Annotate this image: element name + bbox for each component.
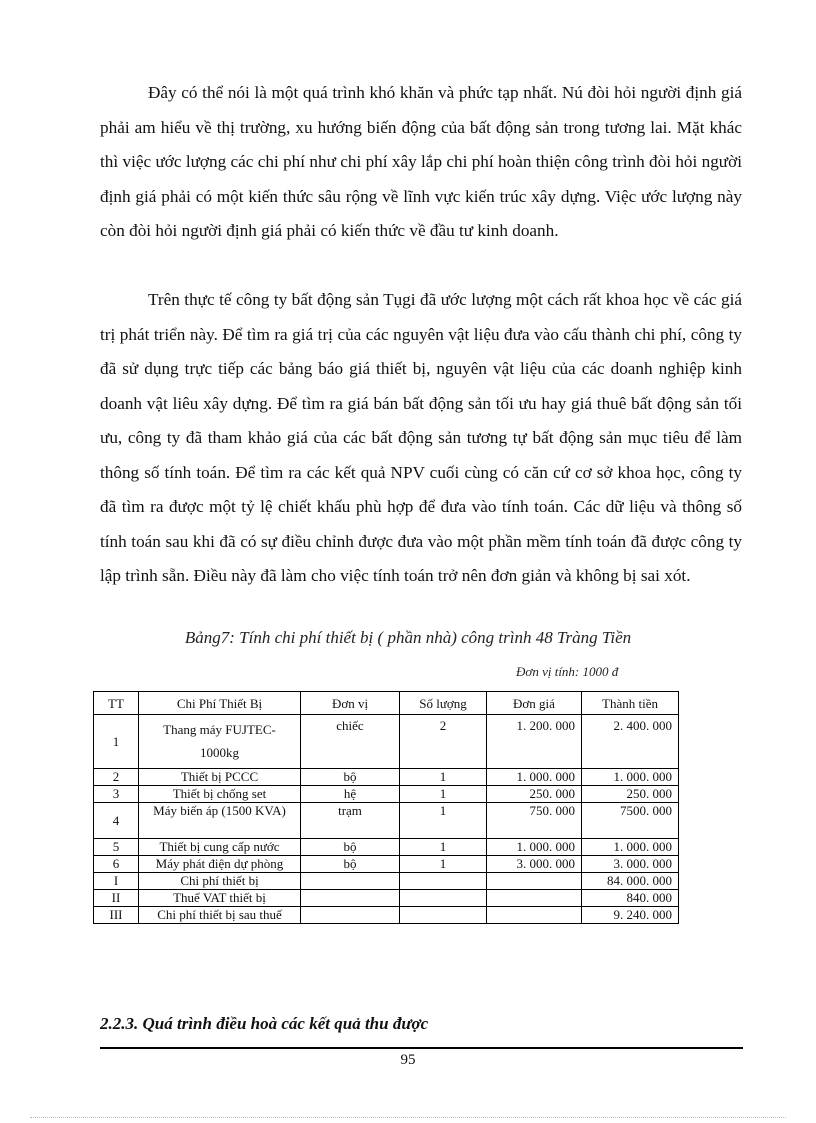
cell-unit-price [487,890,582,907]
footer-rule [100,1047,743,1049]
cell-unit-price [487,873,582,890]
table-row [94,907,679,924]
table-row [94,786,679,803]
header-total: Thành tiền [582,692,679,715]
cell-unit [301,890,400,907]
header-tt: TT [94,692,139,715]
cell-total: 840. 000 [582,890,679,907]
cell-item: Thiết bị PCCC [139,769,301,786]
page-number: 95 [400,1052,416,1068]
cell-unit [301,873,400,890]
cell-item: Máy biến áp (1500 KVA) [139,803,301,839]
equipment-cost-table [93,691,679,924]
table-row [94,769,679,786]
cell-item: Thiết bị chống set [139,786,301,803]
cell-total: 2. 400. 000 [582,715,679,769]
cell-unit-price: 250. 000 [487,786,582,803]
table-header-row [94,692,679,715]
paragraph-2-text: Trên thực tế công ty bất động sản Tụgi đã ước lượng một cách rất khoa học về các giá trị phát triển này. Để tìm ra giá trị của các nguyên vật liệu đưa vào cấu thành chi phí, công ty đã sử dụng trực tiếp các bảng báo giá thiết bị, nguyên vật liệu của các doanh nghiệp kinh doanh vật liêu xây dựng. Để tìm ra giá bán bất động sản tối ưu hay giá thuê bất động sản tối ưu, công ty đã tham khảo giá của các bất động sản tương tự bất động sản mục tiêu để làm thông số tính toán. Để tìm ra các kết quả NPV cuối cùng có căn cứ cơ sở khoa học, công ty đã tìm ra được một tỷ lệ chiết khấu phù hợp để đưa vào tính toán. Các dữ liệu và thông số tính toán sau khi đã có sự điều chỉnh được đưa vào một phần mềm tính toán đã được công ty lập trình sẵn. Điều này đã làm cho việc tính toán trở nên đơn giản và không bị sai xót. [100,290,742,585]
cell-quantity [400,890,487,907]
page-bottom-divider [30,1117,786,1118]
unit-note: Đơn vị tính: 1000 đ [516,664,619,679]
header-unit: Đơn vị [301,692,400,715]
cell-unit: chiếc [301,715,400,769]
cell-unit: bộ [301,839,400,856]
cell-item: Máy phát điện dự phòng [139,856,301,873]
cell-unit-price: 1. 200. 000 [487,715,582,769]
cell-unit-price: 750. 000 [487,803,582,839]
table-row [94,856,679,873]
table-row [94,839,679,856]
header-unit-price: Đơn giá [487,692,582,715]
cell-unit-price [487,907,582,924]
table-caption: Bảng7: Tính chi phí thiết bị ( phần nhà) công trình 48 Tràng Tiền [184,628,632,647]
cell-quantity: 1 [400,803,487,839]
cell-total: 3. 000. 000 [582,856,679,873]
header-quantity: Số lượng [400,692,487,715]
cell-quantity: 1 [400,856,487,873]
cell-item: Thang máy FUJTEC-1000kg [139,715,301,769]
paragraph-2 [100,283,742,594]
cell-quantity: 1 [400,786,487,803]
table-row [94,803,679,839]
table-row [94,873,679,890]
cell-item: Thiết bị cung cấp nước [139,839,301,856]
cell-item: Thuế VAT thiết bị [139,890,301,907]
cell-quantity: 1 [400,839,487,856]
cell-total: 1. 000. 000 [582,769,679,786]
paragraph-1 [100,76,742,249]
cell-total: 7500. 000 [582,803,679,839]
cell-tt: III [94,907,139,924]
cell-tt: 1 [94,715,139,769]
cell-quantity: 1 [400,769,487,786]
cell-tt: I [94,873,139,890]
section-heading: 2.2.3. Quá trình điều hoà các kết quả thu được [100,1014,429,1033]
cell-tt: 2 [94,769,139,786]
cell-unit: trạm [301,803,400,839]
cell-unit: bộ [301,769,400,786]
cell-unit: bộ [301,856,400,873]
cell-unit: hệ [301,786,400,803]
table-row [94,715,679,769]
cell-item: Chi phí thiết bị sau thuế [139,907,301,924]
cell-total: 1. 000. 000 [582,839,679,856]
table-row [94,890,679,907]
cell-quantity: 2 [400,715,487,769]
cell-tt: 4 [94,803,139,839]
cell-unit-price: 3. 000. 000 [487,856,582,873]
cell-total: 84. 000. 000 [582,873,679,890]
cell-tt: II [94,890,139,907]
cell-unit-price: 1. 000. 000 [487,769,582,786]
cell-total: 250. 000 [582,786,679,803]
cell-tt: 6 [94,856,139,873]
cell-quantity [400,907,487,924]
header-item: Chi Phí Thiết Bị [139,692,301,715]
cell-quantity [400,873,487,890]
paragraph-1-text: Đây có thể nói là một quá trình khó khăn và phức tạp nhất. Nú đòi hỏi người định giá phải am hiểu về thị trường, xu hướng biến động của bất động sản trong tương lai. Mặt khác thì việc ước lượng các chi phí như chi phí xây lắp chi phí hoàn thiện công trình đòi hỏi người định giá phải có một kiến thức sâu rộng về lĩnh vực kiến trúc xây dựng. Việc ước lượng này còn đòi hỏi người định giá phải có kiến thức về đầu tư kinh doanh. [100,83,742,240]
cell-tt: 5 [94,839,139,856]
cell-unit [301,907,400,924]
cell-item: Chi phí thiết bị [139,873,301,890]
cell-tt: 3 [94,786,139,803]
cell-total: 9. 240. 000 [582,907,679,924]
cell-unit-price: 1. 000. 000 [487,839,582,856]
